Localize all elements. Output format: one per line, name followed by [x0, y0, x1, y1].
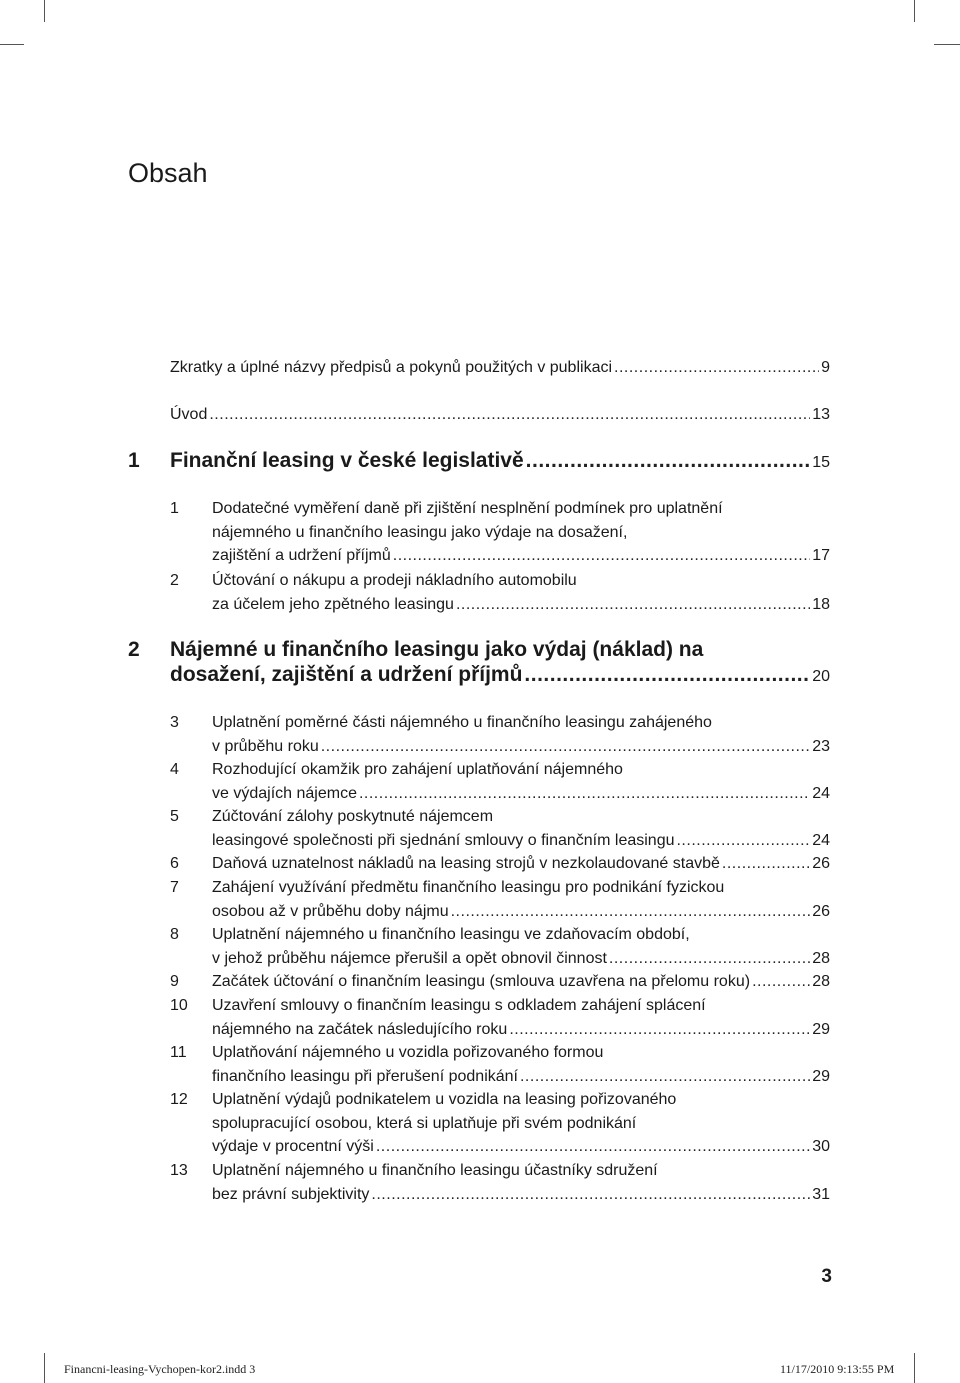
toc-entry-number: 8 [170, 926, 179, 943]
toc-entry-title-line: zajištění a udržení příjmů [212, 547, 391, 564]
toc-chapter[interactable] [170, 448, 830, 475]
toc-entry-number: 9 [170, 973, 179, 990]
toc-entry-title-line: Uplatnění poměrné části nájemného u finančního leasingu zahájeného [212, 714, 712, 731]
toc-entry-number: 7 [170, 879, 179, 896]
toc-entry-number: 2 [170, 572, 179, 589]
footer-datetime: 11/17/2010 9:13:55 PM [780, 1362, 895, 1376]
toc-entry-title-line: bez právní subjektivity [212, 1185, 370, 1203]
crop-mark [44, 1353, 45, 1383]
toc-chapter[interactable] [170, 637, 830, 689]
toc-entry[interactable] [212, 497, 830, 568]
toc-entry-title-line: Uzavření smlouvy o finančním leasingu s odkladem zahájení splácení [212, 997, 706, 1014]
toc-entry-title-line: Uplatňování nájemného u vozidla pořizovaného formou [212, 1044, 604, 1061]
toc-entry-title-line: Daňová uznatelnost nákladů na leasing strojů v nezkolaudované stavbě [212, 855, 720, 872]
toc-entry-title-line: v průběhu roku [212, 737, 319, 755]
dot-leader [376, 1135, 810, 1159]
toc-entry-title-line: Rozhodující okamžik pro zahájení uplatňování nájemného [212, 761, 623, 778]
toc-entry-number: 1 [170, 500, 179, 517]
toc-entry[interactable] [212, 805, 830, 852]
page-number: 3 [821, 1266, 832, 1287]
toc-entry-title-line: za účelem jeho zpětného leasingu [212, 595, 454, 613]
toc-entry-number: 2 [128, 638, 140, 661]
dot-leader [371, 1183, 810, 1207]
toc-entry[interactable] [212, 1159, 830, 1206]
toc-entry[interactable] [212, 1088, 830, 1159]
toc-entry-title-line: nájemného na začátek následujícího roku [212, 1020, 508, 1038]
toc-entry-number: 6 [170, 855, 179, 872]
toc-entry-title-line: Finanční leasing v české legislativě [170, 449, 524, 472]
toc-entry-title-line: Účtování o nákupu a prodeji nákladního automobilu [212, 572, 577, 589]
dot-leader [520, 1065, 810, 1089]
crop-mark [934, 44, 960, 45]
crop-mark [44, 0, 45, 22]
toc-entry[interactable] [212, 923, 830, 970]
toc-entry-number: 10 [170, 997, 188, 1014]
toc-entry-number: 12 [170, 1091, 188, 1108]
toc-page-number: 24 [812, 784, 830, 802]
toc-entry-number: 1 [128, 449, 140, 472]
toc-page-number: 31 [812, 1185, 830, 1203]
footer-file-name: Financni-leasing-Vychopen-kor2.indd 3 [64, 1362, 256, 1376]
toc-entry-number: 11 [170, 1044, 187, 1061]
toc-entry-title-line: Začátek účtování o finančním leasingu (smlouva uzavřena na přelomu roku) [212, 973, 751, 990]
toc-page-number: 29 [812, 1067, 830, 1085]
toc-entry-title-line: v jehož průběhu nájemce přerušil a opět obnovil činnost [212, 949, 607, 967]
dot-leader [509, 1018, 810, 1042]
toc-entry-title-line: Zahájení využívání předmětu finančního leasingu pro podnikání fyzickou [212, 879, 725, 896]
toc-page-number: 13 [812, 406, 830, 423]
toc-entry-number: 13 [170, 1162, 188, 1179]
dot-leader [752, 970, 810, 994]
dot-leader [321, 735, 810, 759]
toc-page-number: 18 [812, 595, 830, 613]
toc-entry-title-line: výdaje v procentní výši [212, 1138, 374, 1155]
toc-page-number: 30 [812, 1138, 830, 1155]
toc-entry[interactable] [212, 852, 830, 876]
toc-entry-title-line: Nájemné u finančního leasingu jako výdaj (náklad) na [170, 638, 704, 661]
toc-page-number: 26 [812, 855, 830, 872]
toc-entry-title-line: Uplatnění nájemného u finančního leasingu ve zdaňovacím období, [212, 926, 690, 943]
toc-entry[interactable] [212, 994, 830, 1041]
dot-leader [526, 448, 811, 473]
crop-mark [914, 1353, 915, 1383]
toc-entry-title-line: osobou až v průběhu doby nájmu [212, 902, 449, 920]
crop-mark [0, 44, 24, 45]
toc-page-number: 29 [812, 1020, 830, 1038]
dot-leader [614, 356, 819, 380]
toc-page-number: 28 [812, 973, 830, 990]
toc-entry-title-line: ve výdajích nájemce [212, 784, 357, 802]
toc-entry-title-line: Zúčtování zálohy poskytnuté nájemcem [212, 808, 494, 825]
toc-entry-title-line: Úvod [170, 406, 208, 423]
toc-entry-title-line: Zkratky a úplné názvy předpisů a pokynů použitých v publikaci [170, 359, 613, 376]
toc-page-number: 15 [812, 454, 830, 471]
toc-entry-title-line: finančního leasingu při přerušení podnikání [212, 1067, 518, 1085]
toc-page-number: 26 [812, 902, 830, 920]
toc-entry[interactable] [212, 1041, 830, 1088]
page-title: Obsah [128, 158, 208, 188]
dot-leader [609, 947, 810, 971]
dot-leader [456, 593, 810, 617]
toc-entry-number: 5 [170, 808, 179, 825]
dot-leader [359, 782, 810, 806]
toc-page-number: 20 [812, 668, 830, 685]
toc-entry-title-line: Dodatečné vyměření daně při zjištění nesplnění podmínek pro uplatnění [212, 500, 723, 517]
toc-entry[interactable] [212, 876, 830, 923]
toc-entry[interactable] [170, 403, 830, 427]
toc-page-number: 9 [821, 359, 830, 376]
toc-entry[interactable] [212, 569, 830, 616]
toc-entry-number: 4 [170, 761, 179, 778]
toc-entry-number: 3 [170, 714, 179, 731]
toc-page-number: 28 [812, 949, 830, 967]
toc-page-number: 17 [812, 547, 830, 564]
toc-entry-title-line: nájemného u finančního leasingu jako výdaje na dosažení, [212, 523, 628, 541]
toc-entry-title-line: leasingové společnosti při sjednání smlouvy o finančním leasingu [212, 831, 675, 849]
toc-entry[interactable] [212, 758, 830, 805]
toc-entry-title-line: spolupracující osobou, která si uplatňuje při svém podnikání [212, 1114, 637, 1132]
toc-entry-title-line: dosažení, zajištění a udržení příjmů [170, 663, 523, 686]
toc-entry[interactable] [170, 356, 830, 380]
toc-entry-title-line: Uplatnění výdajů podnikatelem u vozidla na leasing pořizovaného [212, 1091, 677, 1108]
toc-page-number: 23 [812, 737, 830, 755]
dot-leader [524, 662, 810, 687]
dot-leader [209, 403, 810, 427]
dot-leader [722, 852, 810, 876]
dot-leader [676, 829, 810, 853]
toc-entry[interactable] [212, 970, 830, 994]
toc-entry-title-line: Uplatnění nájemného u finančního leasingu účastníky sdružení [212, 1162, 658, 1179]
crop-mark [914, 0, 915, 22]
dot-leader [451, 900, 811, 924]
toc-entry[interactable] [212, 711, 830, 758]
toc-page-number: 24 [812, 831, 830, 849]
dot-leader [393, 544, 810, 568]
